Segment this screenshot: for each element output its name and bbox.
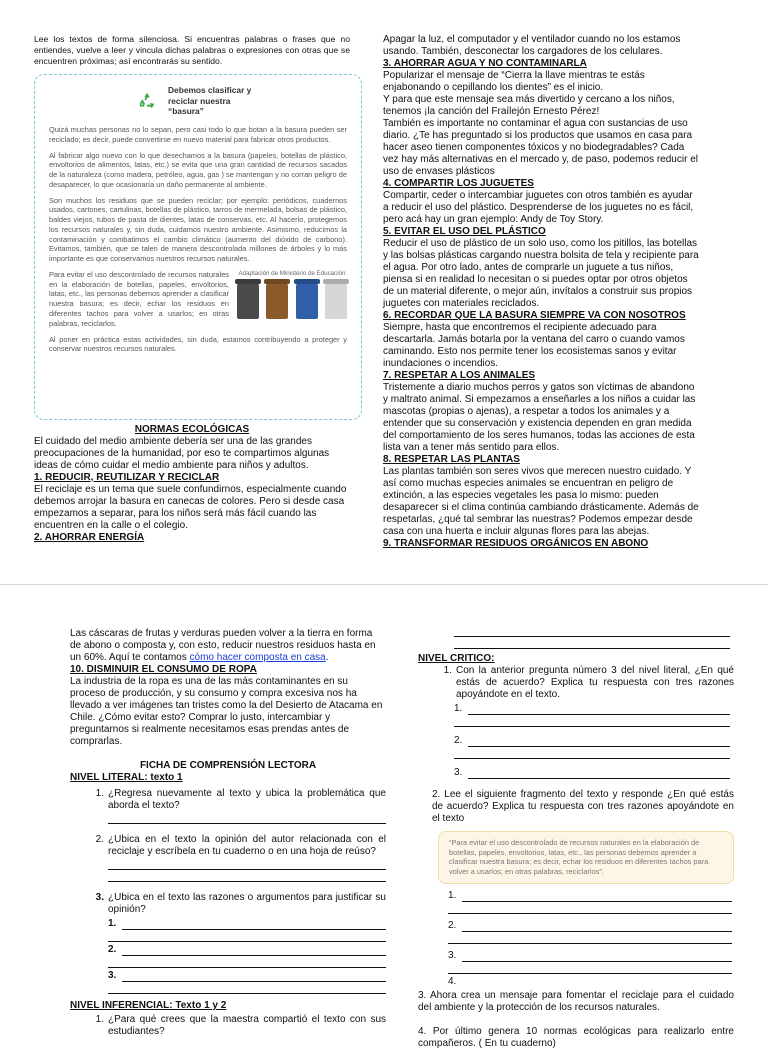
- answer-line[interactable]: [448, 902, 732, 914]
- white-bin-icon: [325, 283, 347, 319]
- box-paragraph: Al poner en práctica estas actividades, sin duda, estamos contribuyendo a proteger y conservar nuestros recursos naturales.: [49, 334, 347, 354]
- intro-text: Lee los textos de forma silenciosa. Si encuentras palabras o frases que no entiendes, vuelve a leer y vincula dichas palabras o expresiones con otras que se encuentren próximas; así encontrarás su sentido.: [34, 34, 350, 67]
- paragraph: La industria de la ropa es una de las más contaminantes en su proceso de producción, y su consumo y compra excesiva nos ha llevado a ver imágenes tan tristes como la del Desierto de Atacama en Chile. ¿Cómo evitar esto? Comprar lo justo, intercambiar y preguntarnos si realmente necesitamos esas prendas antes de comprarlas.: [70, 676, 383, 747]
- blue-bin-icon: [296, 283, 318, 319]
- answer-line[interactable]: [108, 982, 386, 994]
- question: 1. Con la anterior pregunta número 3 del nivel literal, ¿En qué estás de acuerdo? Explica tu respuesta con tres razones apoyándote en el texto.: [443, 665, 734, 700]
- reading-box: [34, 74, 362, 420]
- norm-heading: 7. RESPETAR A LOS ANIMALES: [383, 370, 536, 381]
- norm-heading: 1. REDUCIR, REUTILIZAR Y RECICLAR: [34, 472, 220, 483]
- paragraph: Las plantas también son seres vivos que merecen nuestro cuidado. Y así como muchas especies animales se encuentran en peligro de extinción, a las especies vegetales les pasa lo mismo: pueden desaparecer si el clima continúa cambiando drásticamente. Además de respetarlas, ¿qué tal sembrar las nuestras? Podemos empezar desde casa con una huerta e incluir algunas flores para las abejas.: [383, 466, 699, 537]
- norm-heading: 8. RESPETAR LAS PLANTAS: [383, 454, 520, 465]
- answer-line[interactable]: 1.: [448, 888, 732, 902]
- left-column: [70, 628, 386, 1038]
- image-caption: Adaptación de Ministerio de Educación: [238, 269, 346, 277]
- question: 3. ¿Ubica en el texto las razones o argumentos para justificar su opinión?: [95, 892, 386, 915]
- level-heading: NIVEL INFERENCIAL: Texto 1 y 2: [70, 1000, 227, 1011]
- right-column: [418, 625, 734, 1050]
- question: 1. ¿Regresa nuevamente al texto y ubica la problemática que aborda el texto?: [95, 788, 386, 811]
- paragraph: También es importante no contaminar el agua con sustancias de uso diario. ¿Te has preguntado si los productos que usamos en casa para hacer aseo tienen componentes tóxicos y no biodegradables? Cada vez hay más alternativas en el mercado y, de paso, podemos reducir el uso de envases plásticos: [383, 118, 698, 177]
- norm-heading: 3. AHORRAR AGUA Y NO CONTAMINARLA: [383, 58, 587, 69]
- box-title: Debemos clasificar y reciclar nuestra “basura”: [168, 85, 252, 117]
- norm-heading: 4. COMPARTIR LOS JUGUETES: [383, 178, 534, 189]
- question: 4. Por último genera 10 normas ecológicas para realizarlo entre compañeros. ( En tu cuaderno): [418, 1025, 734, 1049]
- question: 2. Lee el siguiente fragmento del texto y responde ¿En qué estás de acuerdo? Explica tu respuesta con tres razones apoyándote en el texto: [432, 789, 734, 824]
- answer-line[interactable]: [108, 858, 386, 870]
- left-column: [34, 424, 350, 544]
- answer-line[interactable]: 3.: [448, 948, 732, 962]
- answer-line[interactable]: [448, 932, 732, 944]
- composta-link[interactable]: cómo hacer composta en casa: [189, 652, 326, 663]
- right-column: [383, 34, 699, 550]
- answer-line[interactable]: 2.: [108, 942, 386, 956]
- norm-heading: 9. TRANSFORMAR RESIDUOS ORGÁNICOS EN ABONO: [383, 538, 649, 549]
- answer-line[interactable]: [454, 715, 730, 727]
- answer-line[interactable]: [108, 956, 386, 968]
- answer-line[interactable]: [448, 962, 732, 974]
- answer-line[interactable]: 4.: [448, 975, 457, 987]
- box-paragraph: Para evitar el uso descontrolado de recursos naturales en la elaboración de botellas, papeles, envoltorios, latas, etc., las personas debemos aprender a clasificar nuestra basura; es decir, echar los residuos en diferentes tachos para volver a usarlos; en otras palabras, reciclarlos.: [49, 269, 229, 328]
- level-heading: NIVEL LITERAL: texto 1: [70, 772, 183, 783]
- answer-line[interactable]: [454, 637, 730, 649]
- section-heading: NORMAS ECOLÓGICAS: [134, 424, 250, 435]
- box-paragraph: Al fabricar algo nuevo con lo que desechamos a la basura (papeles, botellas de plástico, envoltorios de alimentos, latas, etc.) se evita que una gran cantidad de recursos sacados de la naturaleza (como madera, petróleo, agua, gas ) se mantengan y no corran peligro de desaparecer, lo que ocasionaría un daño permanente al ambiente.: [49, 150, 347, 189]
- answer-line[interactable]: [454, 625, 730, 637]
- question: 2. ¿Ubica en el texto la opinión del autor relacionada con el reciclaje y escríbela en tu cuaderno o en una hoja de reúso?: [95, 834, 386, 857]
- question: 1. ¿Para qué crees que la maestra compartió el texto con sus estudiantes?: [95, 1014, 386, 1037]
- paragraph: Popularizar el mensaje de “Cierra la llave mientras te estás enjabonando o cepillando los dientes” es el inicio.: [383, 70, 645, 93]
- paragraph: Tristemente a diario muchos perros y gatos son víctimas de abandono y maltrato animal. Si empezamos a enseñarles a los niños a cuidar las mascotas (propias o ajenas), a respetar a todos los animales y a entender que su conservación y existencia dependen en gran medida del comportamiento de los seres humanos, todas las acciones de esta lista van a tener más sentido para ellos.: [383, 382, 696, 453]
- box-header: [49, 83, 347, 119]
- document-page-2: [0, 595, 768, 1049]
- paragraph: Y para que este mensaje sea más divertido y cercano a los niños, tenemos ¡la canción del Fraílejón Ernesto Pérez!: [383, 94, 675, 117]
- answer-line[interactable]: 1.: [454, 701, 730, 715]
- answer-line[interactable]: [108, 870, 386, 882]
- norm-heading: 10. DISMINUIR EL CONSUMO DE ROPA: [70, 664, 257, 675]
- paragraph: El reciclaje es un tema que suele confundirnos, especialmente cuando debemos arrojar la basura en canecas de colores. Pero si desde casa empezamos a separar, para los niños será más fácil cuando las encuentren en la calle o el colegio.: [34, 484, 347, 531]
- black-bin-icon: [237, 283, 259, 319]
- quote-box: “Para evitar el uso descontrolado de recursos naturales en la elaboración de botellas, papeles, envoltorios, latas, etc., las personas debemos aprender a clasificar nuestra basura; es decir, echar los residuos en diferentes tachos para volver a usarlos; en otras palabras, reciclarlos”.: [438, 831, 734, 884]
- box-row: [49, 270, 347, 329]
- answer-line[interactable]: 1.: [108, 916, 386, 930]
- norm-heading: 5. EVITAR EL USO DEL PLÁSTICO: [383, 226, 546, 237]
- answer-line[interactable]: 3.: [108, 968, 386, 982]
- box-paragraph: Son muchos los residuos que se pueden reciclar; por ejemplo: periódicos, cuadernos usados, cartones, cartulinas, botellas de plástico, tarros de mermelada, bolsas de plástico, baldes viejos, tubos de pasta de dientes, latas de conservas, etc. Al hacerlo, protegemos los recursos naturales y, sin duda, cuidamos nuestro ambiente. Asimismo, reducimos la contaminación y combatimos el cambio climático (aumento del dióxido de carbono). Evitamos, también, que se talen de manera descontrolada millones de árboles y lo más importante es que conservamos nuestros recursos naturales.: [49, 195, 347, 264]
- brown-bin-icon: [266, 283, 288, 319]
- norm-heading: 6. RECORDAR QUE LA BASURA SIEMPRE VA CON NOSOTROS: [383, 310, 686, 321]
- paragraph: Compartir, ceder o intercambiar juguetes con otros también es ayudar a reducir el uso del plástico. Desprenderse de los juguetes no es fácil, pero acá hay un gran ejemplo: Andy de Toy Story.: [383, 190, 694, 225]
- paragraph: Las cáscaras de frutas y verduras pueden volver a la tierra en forma de abono o composta y, con esto, reducir nuestros residuos hasta en un 60%. Aquí te contamos cómo hacer composta en casa.: [70, 628, 376, 663]
- answer-line[interactable]: [108, 812, 386, 824]
- norm-heading: 2. AHORRAR ENERGÍA: [34, 532, 145, 543]
- worksheet-title: FICHA DE COMPRENSIÓN LECTORA: [139, 760, 317, 771]
- recycle-icon: [136, 90, 158, 112]
- answer-line[interactable]: 2.: [454, 733, 730, 747]
- question: 3. Ahora crea un mensaje para fomentar el reciclaje para el cuidado del ambiente y la protección de los recursos naturales.: [418, 989, 734, 1013]
- answer-line[interactable]: 3.: [454, 765, 730, 779]
- level-heading: NIVEL CRITICO:: [418, 653, 495, 664]
- box-paragraph: Quizá muchas personas no lo sepan, pero casi todo lo que botan a la basura pueden ser reciclado; es decir, puede convertirse en nuevo material para fabricar otros productos.: [49, 125, 347, 144]
- paragraph: Apagar la luz, el computador y el ventilador cuando no los estamos usando. También, desconectar los cargadores de los celulares.: [383, 34, 681, 57]
- answer-line[interactable]: [454, 747, 730, 759]
- answer-line[interactable]: [108, 930, 386, 942]
- paragraph: El cuidado del medio ambiente debería ser una de las grandes preocupaciones de la humanidad, por eso te compartimos algunas ideas de cómo cuidar el medio ambiente para niños y adultos.: [34, 436, 330, 471]
- recycling-bins-illustration: [237, 270, 347, 329]
- paragraph: Siempre, hasta que encontremos el recipiente adecuado para descartarla. Jamás botarla por la ventana del carro o cuando vamos caminando. Esto nos permite tener los ecosistemas sanos y evitar inundaciones o incendios.: [383, 322, 685, 369]
- paragraph: Reducir el uso de plástico de un solo uso, como los pitillos, las botellas y las bolsas plásticas cargando nuestra bolsita de tela y recipiente para el agua. Por otro lado, antes de comprarle un juguete a tus niños, piensa si en realidad lo necesitan o si puedes optar por otros objetos de un material diferente, o mejor aún, invítalos a construir sus propios juguetes con materiales reciclados.: [383, 238, 699, 309]
- answer-line[interactable]: 2.: [448, 918, 732, 932]
